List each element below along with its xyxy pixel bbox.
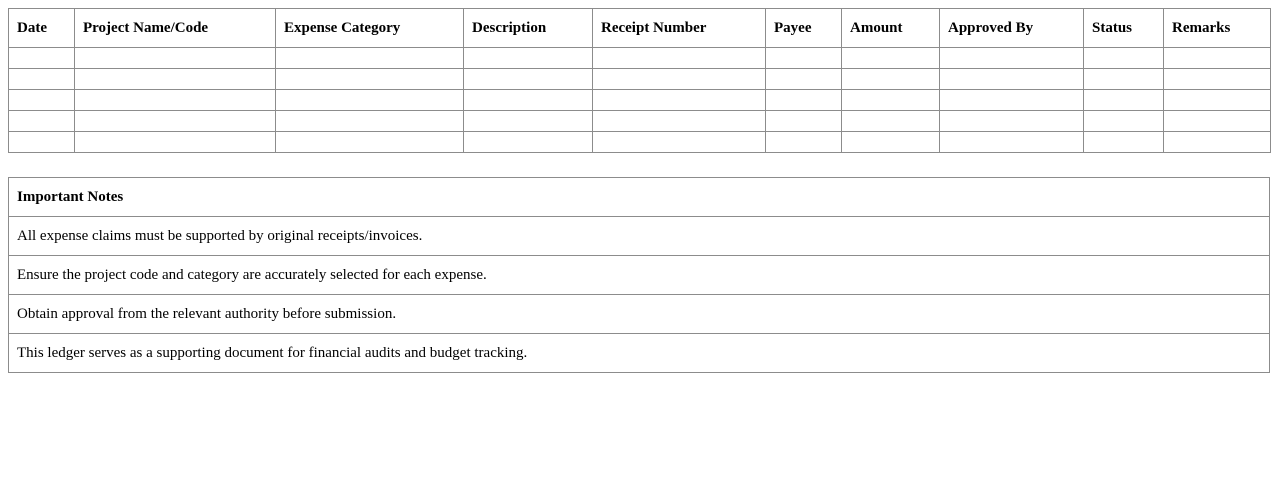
note-item-receipts: All expense claims must be supported by original receipts/invoices. — [9, 217, 1270, 256]
table-cell — [464, 90, 593, 111]
table-cell — [1164, 132, 1271, 153]
table-cell — [276, 69, 464, 90]
table-cell — [464, 48, 593, 69]
table-cell — [766, 132, 842, 153]
column-header-date: Date — [9, 9, 75, 48]
table-cell — [9, 132, 75, 153]
note-item-approval: Obtain approval from the relevant authority before submission. — [9, 295, 1270, 334]
table-cell — [842, 111, 940, 132]
table-cell — [593, 132, 766, 153]
table-row — [9, 69, 1271, 90]
table-cell — [464, 132, 593, 153]
table-row — [9, 48, 1271, 69]
table-cell — [593, 48, 766, 69]
document-page — [8, 8, 1270, 373]
note-row — [9, 256, 1270, 295]
note-row — [9, 217, 1270, 256]
table-cell — [75, 69, 276, 90]
column-header-description: Description — [464, 9, 593, 48]
column-header-expense-category: Expense Category — [276, 9, 464, 48]
table-row — [9, 111, 1271, 132]
note-row — [9, 295, 1270, 334]
note-item-project-code: Ensure the project code and category are accurately selected for each expense. — [9, 256, 1270, 295]
table-cell — [9, 111, 75, 132]
table-cell — [75, 132, 276, 153]
table-cell — [593, 90, 766, 111]
table-cell — [276, 48, 464, 69]
table-cell — [1084, 48, 1164, 69]
table-header-row — [9, 9, 1271, 48]
column-header-remarks: Remarks — [1164, 9, 1271, 48]
table-cell — [842, 132, 940, 153]
note-item-audit: This ledger serves as a supporting document for financial audits and budget tracking. — [9, 334, 1270, 373]
table-cell — [276, 90, 464, 111]
table-cell — [9, 90, 75, 111]
table-cell — [75, 90, 276, 111]
ledger-body — [9, 48, 1271, 153]
table-cell — [1164, 48, 1271, 69]
table-cell — [1084, 90, 1164, 111]
important-notes-table — [8, 177, 1270, 373]
table-cell — [1164, 111, 1271, 132]
table-cell — [1084, 132, 1164, 153]
column-header-payee: Payee — [766, 9, 842, 48]
column-header-amount: Amount — [842, 9, 940, 48]
table-cell — [940, 132, 1084, 153]
table-cell — [766, 111, 842, 132]
table-cell — [593, 69, 766, 90]
table-cell — [9, 48, 75, 69]
table-cell — [276, 132, 464, 153]
notes-title-row — [9, 178, 1270, 217]
table-cell — [940, 69, 1084, 90]
table-cell — [593, 111, 766, 132]
table-row — [9, 132, 1271, 153]
table-cell — [766, 69, 842, 90]
table-cell — [940, 90, 1084, 111]
column-header-approved-by: Approved By — [940, 9, 1084, 48]
table-cell — [464, 111, 593, 132]
table-cell — [842, 48, 940, 69]
table-cell — [1084, 111, 1164, 132]
table-cell — [1164, 90, 1271, 111]
column-header-receipt-number: Receipt Number — [593, 9, 766, 48]
table-cell — [1084, 69, 1164, 90]
table-cell — [75, 48, 276, 69]
table-row — [9, 90, 1271, 111]
column-header-project-name-code: Project Name/Code — [75, 9, 276, 48]
table-cell — [464, 69, 593, 90]
table-cell — [940, 48, 1084, 69]
table-cell — [276, 111, 464, 132]
table-cell — [9, 69, 75, 90]
expense-ledger-table — [8, 8, 1271, 153]
table-cell — [1164, 69, 1271, 90]
table-cell — [842, 90, 940, 111]
notes-title: Important Notes — [9, 178, 1270, 217]
table-cell — [842, 69, 940, 90]
table-cell — [75, 111, 276, 132]
table-cell — [940, 111, 1084, 132]
note-row — [9, 334, 1270, 373]
table-cell — [766, 48, 842, 69]
table-cell — [766, 90, 842, 111]
column-header-status: Status — [1084, 9, 1164, 48]
